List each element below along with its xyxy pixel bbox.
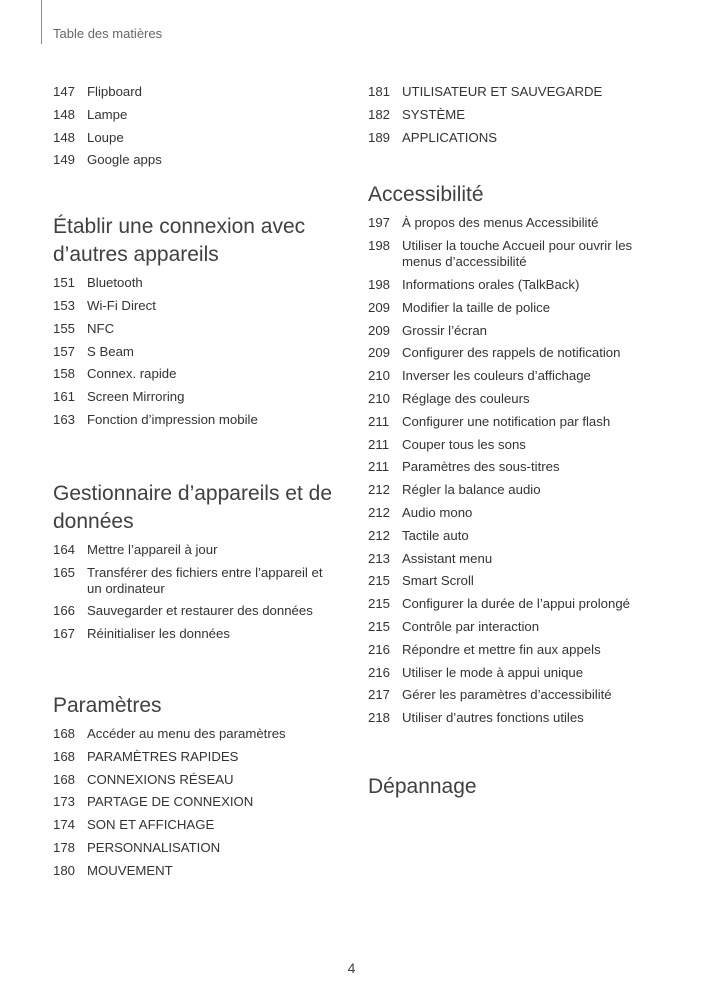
toc-page-number: 163 xyxy=(53,411,76,427)
toc-entry-title: Connex. rapide xyxy=(87,366,177,382)
toc-entry[interactable] xyxy=(368,573,668,589)
toc-page-number: 178 xyxy=(53,839,76,855)
toc-entry-title: Couper tous les sons xyxy=(402,436,526,452)
toc-entry-title: NFC xyxy=(87,320,115,336)
toc-entry-title: Modifier la taille de police xyxy=(402,299,551,315)
toc-page-number: 197 xyxy=(368,215,391,231)
toc-page-number: 215 xyxy=(368,618,391,634)
toc-entry-title: Tactile auto xyxy=(402,527,469,543)
toc-entry-title: Smart Scroll xyxy=(402,573,474,589)
toc-entry[interactable] xyxy=(368,215,668,231)
page-header-title: Table des matières xyxy=(53,26,163,41)
toc-entry-title: APPLICATIONS xyxy=(402,129,498,145)
toc-entry-title: Paramètres des sous-titres xyxy=(402,459,560,475)
toc-page-number: 216 xyxy=(368,664,391,680)
toc-entry-title: Utiliser le mode à appui unique xyxy=(402,664,584,680)
toc-entry[interactable] xyxy=(368,596,668,612)
toc-entry-title: SYSTÈME xyxy=(402,106,466,122)
toc-entry[interactable] xyxy=(368,391,668,407)
toc-page-number: 198 xyxy=(368,276,391,292)
toc-entry[interactable] xyxy=(368,368,668,384)
toc-entry-title: Flipboard xyxy=(87,84,142,99)
toc-page-number: 215 xyxy=(368,573,391,589)
toc-entry[interactable] xyxy=(368,277,668,293)
toc-page-number: 161 xyxy=(53,389,76,405)
toc-entry-group xyxy=(53,84,338,168)
toc-entry-title: S Beam xyxy=(87,343,134,359)
toc-page-number: 157 xyxy=(53,343,76,359)
toc-entry[interactable] xyxy=(368,238,668,270)
toc-page-number: 155 xyxy=(53,320,76,336)
toc-entry[interactable] xyxy=(53,542,338,558)
toc-entry-title: Fonction d’impression mobile xyxy=(87,411,258,427)
toc-entry-title: Accéder au menu des paramètres xyxy=(87,725,286,741)
toc-entry[interactable] xyxy=(53,565,338,597)
toc-page-number: 167 xyxy=(53,626,76,642)
section-heading-gestionnaire: Gestionnaire d’appareils et de données xyxy=(53,481,333,533)
toc-page-number: 166 xyxy=(53,603,76,619)
toc-entry-title: CONNEXIONS RÉSEAU xyxy=(87,771,234,787)
toc-entry[interactable] xyxy=(53,275,338,291)
toc-entry[interactable] xyxy=(53,130,338,146)
toc-page-number: 216 xyxy=(368,641,391,657)
toc-entry-title: Mettre l’appareil à jour xyxy=(87,541,218,557)
toc-entry-title: Gérer les paramètres d’accessibilité xyxy=(402,687,612,703)
toc-page-number: 168 xyxy=(53,771,76,787)
toc-entry-group xyxy=(368,215,668,726)
toc-page-number: 211 xyxy=(368,413,390,429)
toc-page-number: 182 xyxy=(368,106,391,122)
toc-entry-title: Grossir l’écran xyxy=(402,322,488,338)
toc-page-number: 218 xyxy=(368,710,391,726)
toc-page-number: 209 xyxy=(368,322,391,338)
toc-page-number: 210 xyxy=(368,390,391,406)
toc-entry-title: À propos des menus Accessibilité xyxy=(402,215,599,231)
toc-entry-title: Configurer une notification par flash xyxy=(402,413,611,429)
toc-page-number: 168 xyxy=(53,725,76,741)
toc-entry-title: Screen Mirroring xyxy=(87,389,185,405)
toc-entry-title: Réglage des couleurs xyxy=(402,390,530,406)
toc-entry-title: Sauvegarder et restaurer des données xyxy=(87,603,313,619)
toc-entry-group xyxy=(368,84,668,146)
toc-entry-title: Wi-Fi Direct xyxy=(87,297,156,313)
toc-entry[interactable] xyxy=(368,107,668,123)
toc-entry[interactable] xyxy=(368,619,668,635)
toc-entry-title: Google apps xyxy=(87,152,162,168)
toc-entry[interactable] xyxy=(53,107,338,123)
toc-page-number: 198 xyxy=(368,238,391,254)
toc-entry-title: Utiliser d’autres fonctions utiles xyxy=(402,710,584,726)
toc-entry-title: PERSONNALISATION xyxy=(87,839,221,855)
toc-entry-title: MOUVEMENT xyxy=(87,862,173,878)
toc-page-number: 151 xyxy=(53,275,76,291)
section-heading-depannage: Dépannage xyxy=(368,774,477,798)
toc-entry-title: Réinitialiser les données xyxy=(87,626,230,642)
toc-entry[interactable] xyxy=(368,84,668,100)
toc-entry[interactable] xyxy=(368,482,668,498)
toc-entry-title: Configurer la durée de l’appui prolongé xyxy=(402,596,631,612)
toc-entry[interactable] xyxy=(53,840,338,856)
toc-entry[interactable] xyxy=(368,551,668,567)
toc-entry[interactable] xyxy=(53,817,338,833)
page-number: 4 xyxy=(347,960,356,976)
toc-page-number: 212 xyxy=(368,527,391,543)
toc-entry-title: Assistant menu xyxy=(402,550,493,566)
toc-page-number: 213 xyxy=(368,550,391,566)
toc-entry[interactable] xyxy=(368,687,668,703)
toc-entry-title: Transférer des fichiers entre l’appareil et un ordinateur xyxy=(87,564,323,596)
toc-entry-title: Contrôle par interaction xyxy=(402,618,540,634)
toc-entry[interactable] xyxy=(53,772,338,788)
toc-entry[interactable] xyxy=(368,528,668,544)
toc-right-column xyxy=(368,84,668,807)
toc-entry[interactable] xyxy=(368,130,668,146)
toc-page-number: 209 xyxy=(368,299,391,315)
toc-page-number: 168 xyxy=(53,748,76,764)
toc-entry[interactable] xyxy=(53,344,338,360)
toc-page-number: 148 xyxy=(53,129,76,145)
toc-entry-title: Utiliser la touche Accueil pour ouvrir les menus d’accessibilité xyxy=(402,238,633,270)
toc-left-column xyxy=(53,84,338,886)
spacer xyxy=(368,733,668,773)
toc-entry[interactable] xyxy=(53,794,338,810)
spacer xyxy=(53,435,338,480)
toc-page-number: 217 xyxy=(368,687,391,703)
toc-entry-title: Répondre et mettre fin aux appels xyxy=(402,641,601,657)
section-heading-connexion: Établir une connexion avec d’autres appareils xyxy=(53,215,306,267)
toc-entry[interactable] xyxy=(368,505,668,521)
toc-entry-group xyxy=(53,275,338,428)
toc-entry[interactable] xyxy=(53,84,338,100)
spacer xyxy=(53,175,338,213)
toc-entry-title: Régler la balance audio xyxy=(402,482,541,498)
toc-page-number: 153 xyxy=(53,297,76,313)
toc-page-number: 173 xyxy=(53,794,76,810)
toc-entry-title: Inverser les couleurs d’affichage xyxy=(402,368,591,384)
toc-page-number: 158 xyxy=(53,366,76,382)
toc-page-number: 211 xyxy=(368,436,390,452)
toc-entry[interactable] xyxy=(368,642,668,658)
toc-entry[interactable] xyxy=(53,863,338,879)
toc-entry[interactable] xyxy=(368,345,668,361)
toc-entry[interactable] xyxy=(53,366,338,382)
header-divider xyxy=(41,0,42,44)
toc-entry-title: SON ET AFFICHAGE xyxy=(87,817,215,833)
toc-entry[interactable] xyxy=(368,323,668,339)
toc-entry[interactable] xyxy=(368,710,668,726)
toc-entry[interactable] xyxy=(53,152,338,168)
toc-page-number: 212 xyxy=(368,482,391,498)
toc-entry[interactable] xyxy=(368,665,668,681)
section-heading-accessibilite: Accessibilité xyxy=(368,183,484,207)
toc-entry[interactable] xyxy=(53,412,338,428)
toc-page-number: 212 xyxy=(368,504,391,520)
toc-entry[interactable] xyxy=(53,626,338,642)
toc-page-number: 210 xyxy=(368,368,391,384)
toc-entry[interactable] xyxy=(53,321,338,337)
toc-entry-title: Configurer des rappels de notification xyxy=(402,345,621,361)
toc-entry[interactable] xyxy=(53,389,338,405)
toc-page-number: 209 xyxy=(368,345,391,361)
toc-entry-title: Bluetooth xyxy=(87,275,143,291)
toc-page-number: 174 xyxy=(53,817,76,833)
toc-page-number: 164 xyxy=(53,541,76,557)
section-heading-parametres: Paramètres xyxy=(53,693,162,717)
toc-entry[interactable] xyxy=(53,603,338,619)
toc-page-number: 180 xyxy=(53,862,76,878)
toc-entry[interactable] xyxy=(368,459,668,475)
toc-entry-title: PARTAGE DE CONNEXION xyxy=(87,794,254,810)
toc-entry-title: PARAMÈTRES RAPIDES xyxy=(87,748,239,764)
toc-entry[interactable] xyxy=(53,749,338,765)
toc-entry[interactable] xyxy=(53,726,338,742)
spacer xyxy=(368,152,668,181)
toc-entry-title: Informations orales (TalkBack) xyxy=(402,276,580,292)
toc-entry-title: Audio mono xyxy=(402,504,473,520)
toc-entry-group xyxy=(53,726,338,879)
toc-entry[interactable] xyxy=(368,414,668,430)
toc-entry-title: UTILISATEUR ET SAUVEGARDE xyxy=(402,84,603,99)
toc-page-number: 215 xyxy=(368,596,391,612)
toc-page-number: 211 xyxy=(368,459,390,475)
toc-entry-title: Lampe xyxy=(87,106,128,122)
toc-entry-title: Loupe xyxy=(87,129,124,145)
toc-entry[interactable] xyxy=(368,437,668,453)
toc-page-number: 149 xyxy=(53,152,76,168)
toc-entry-group xyxy=(53,542,338,642)
toc-page-number: 147 xyxy=(53,84,76,99)
toc-page-number: 165 xyxy=(53,564,76,580)
toc-page-number: 148 xyxy=(53,106,76,122)
toc-page-number: 189 xyxy=(368,129,391,145)
toc-entry[interactable] xyxy=(368,300,668,316)
toc-page-number: 181 xyxy=(368,84,391,99)
spacer xyxy=(53,649,338,692)
toc-entry[interactable] xyxy=(53,298,338,314)
